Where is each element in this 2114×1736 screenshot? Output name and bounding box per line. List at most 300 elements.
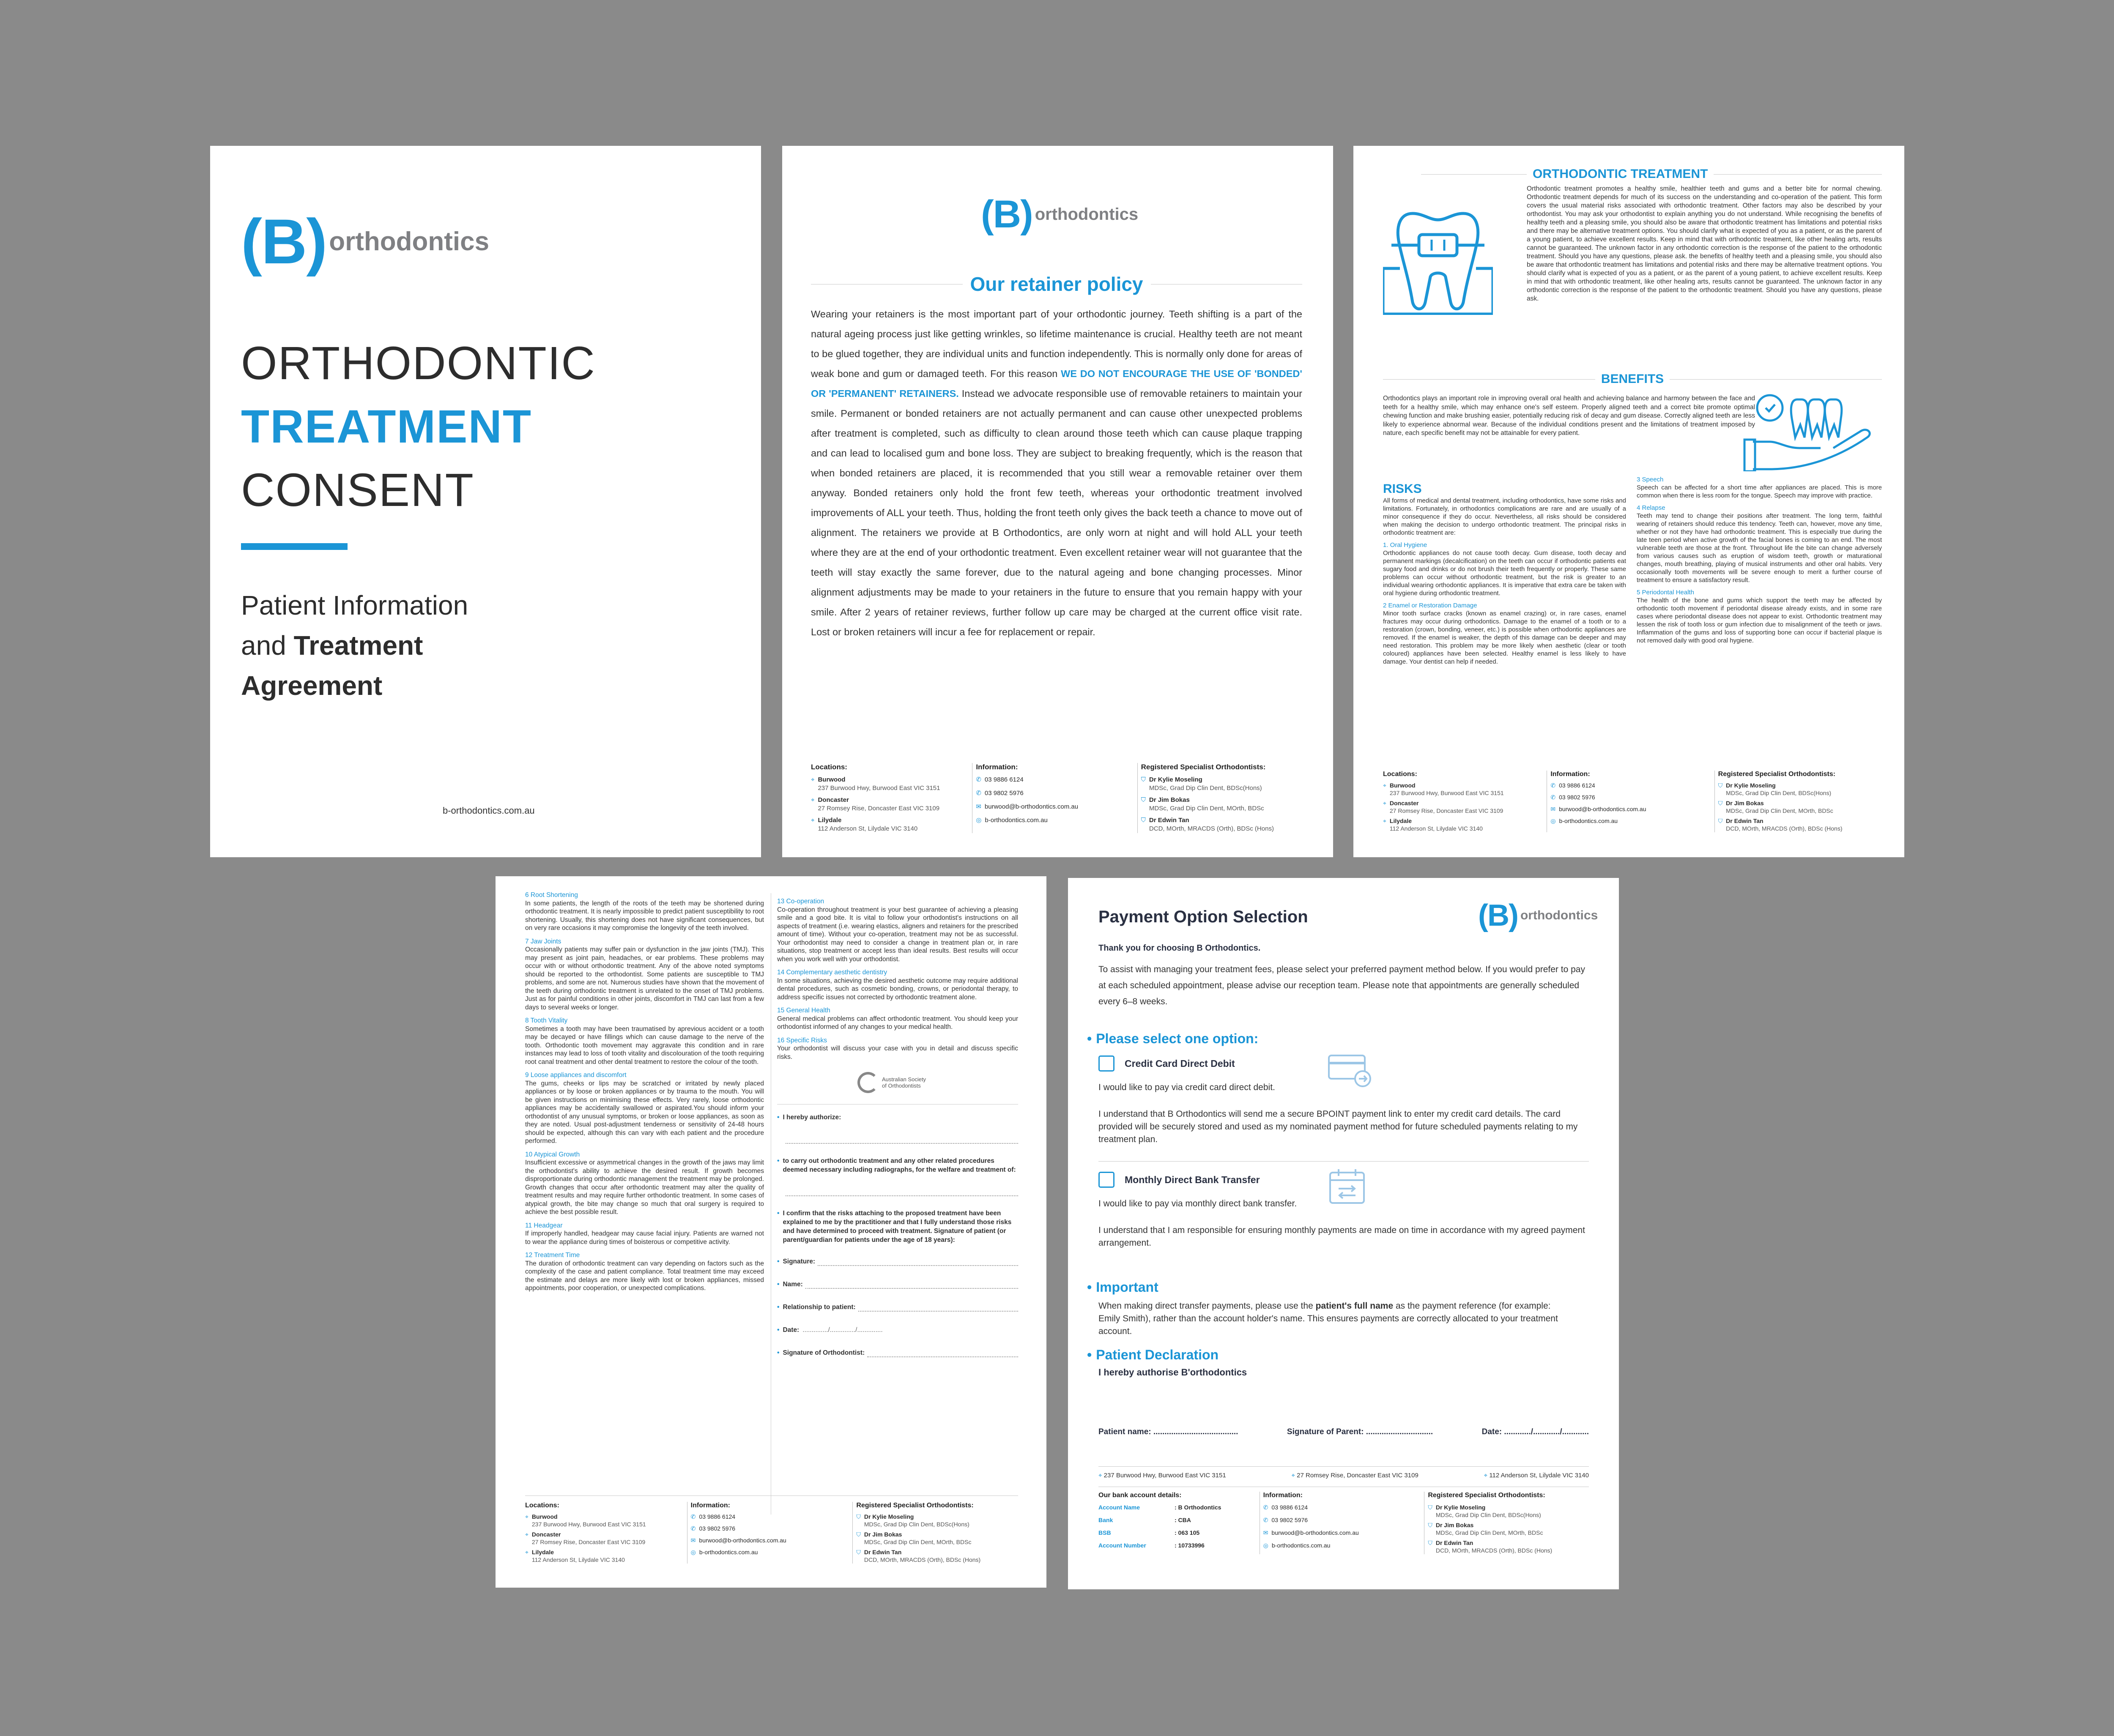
treatment-body: Orthodontic treatment promotes a healthy smile, healthier teeth and gums and a better bite for normal chewing. Orthodontic treatment depends for much of its success on the understanding and co-operation of the patient. This form covers the usual material risks associated with orthodontic treatment. Other factors may also be described by your orthodontist. You may ask your orthodontist to explain anything you do not understand. While recognising the benefits of healthy teeth and a pleasing smile, you should also be aware that orthodontic treatment has limitations and potential risks and there may be alternative treatment options. You should clarify what is expected of you as a patient, or as the parent of a young patient, to achieve excellent results. Keep in mind that with orthodontic treatment, like other healing arts, results cannot be guaranteed. The unknown factor in any orthodontic correction is the response of the patient to the orthodontic treatment. Should you have any questions, please ask. the benefits of healthy teeth and a pleasing smile, you should also be aware that orthodontic treatment has limitations and potential risks and there may be alternative treatment options. You should clarify what is expected of you as a patient, or as the parent of a young patient, to achieve excellent results. Keep in mind that with orthodontic treatment, like other healing arts, results cannot be guaranteed. The unknown factor in any orthodontic correction is the response of the patient to the orthodontic treatment. Should you have any questions, please ask. <box>1527 185 1882 302</box>
info-item <box>1263 1529 1424 1536</box>
payment-title: Payment Option Selection <box>1098 908 1308 926</box>
risk-heading: 14 Complementary aesthetic dentistry <box>777 969 887 976</box>
ortho-cred: MDSc, Grad Dip Clin Dent, MOrth, BDSc <box>864 1539 972 1545</box>
risk-text: The duration of orthodontic treatment can vary depending on factors such as the complexity of the case and patient compliance. Total treatment time may exceed the estimate and delays are more likely with lost or broken appliances, missed appointments, poor cooperation, or unexpected complications. <box>525 1260 764 1292</box>
cover-page <box>210 146 761 857</box>
address-3-text: 112 Anderson St, Lilydale VIC 3140 <box>1489 1472 1589 1479</box>
info-item <box>976 803 1137 811</box>
benefits-body: Orthodontics plays an important role in improving overall oral health and achieving balance and harmony between the face and teeth for a healthy smile, which may enhance one's self esteem. Properly aligned teeth and a correct bite promote optimal chewing function and make brushing easier, potentially reducing risk of decay and gum disease. Correctly aligned teeth are less likely to experience abnormal wear. Because of the individual conditions present and the limitations of treatment imposed by nature, each specific benefit may not be attainable for every patient. <box>1383 395 1755 437</box>
risk-heading: 15 General Health <box>777 1007 830 1014</box>
website-link[interactable]: b-orthodontics.com.au <box>699 1549 758 1556</box>
logo <box>981 192 1138 237</box>
ortho-cred: DCD, MOrth, MRACDS (Orth), BDSc (Hons) <box>1726 825 1843 832</box>
footer-information <box>687 1502 853 1564</box>
globe-icon: ◎ <box>1550 817 1556 824</box>
bank-key: Account Name <box>1098 1504 1140 1511</box>
aso-emblem-icon <box>857 1072 879 1093</box>
logo <box>1478 898 1598 933</box>
location-pin-icon: ⌖ <box>1383 800 1386 806</box>
bank-transfer-desc2: I understand that I am responsible for ensuring monthly payments are made on time in accordance with my agreed payment arrangement. <box>1098 1225 1585 1248</box>
footer-orthodontists <box>852 1502 1018 1564</box>
footer-orthodontists <box>1424 1492 1589 1554</box>
footer-info-title: Information: <box>690 1502 730 1509</box>
benefits-title-row <box>1383 372 1882 386</box>
declaration-sub: I hereby authorise B'orthodontics <box>1098 1367 1247 1378</box>
payment-intro: To assist with managing your treatment fees, please select your preferred payment method below. If you would prefer to pay at each scheduled appointment, please advise our reception team. Please note that appointments are generally scheduled every 6–8 weeks. <box>1098 965 1585 1006</box>
address-1-text: 237 Burwood Hwy, Burwood East VIC 3151 <box>1104 1472 1226 1479</box>
risks-right-column <box>1637 476 1882 645</box>
retainer-body <box>811 304 1302 642</box>
globe-icon: ◎ <box>976 817 982 824</box>
date-label: Date: <box>783 1326 800 1334</box>
benefits-title: BENEFITS <box>1601 372 1664 386</box>
bank-transfer-checkbox[interactable] <box>1098 1172 1115 1188</box>
info-item <box>1550 793 1714 801</box>
phone-1[interactable]: 03 9886 6124 <box>1559 782 1595 789</box>
cover-subtitle-line2 <box>241 626 468 666</box>
calendar-transfer-icon <box>1327 1167 1369 1206</box>
ortho-name: Dr Edwin Tan <box>1726 817 1763 824</box>
logo-mark: (B) <box>241 206 327 277</box>
ortho-name: Dr Kylie Moseling <box>1726 782 1776 789</box>
ortho-item <box>1428 1539 1589 1554</box>
footer-locations <box>811 763 972 833</box>
ortho-name: Dr Jim Bokas <box>1149 796 1190 804</box>
select-heading-text: Please select one option: <box>1096 1031 1259 1046</box>
email-link[interactable]: burwood@b-orthodontics.com.au <box>984 803 1079 810</box>
footer-reg-title: Registered Specialist Orthodontists: <box>1141 763 1266 771</box>
risk-heading: 5 Periodontal Health <box>1637 589 1694 596</box>
location-item <box>1383 782 1547 797</box>
phone-icon: ✆ <box>1263 1517 1268 1523</box>
patient-name-field[interactable]: Patient name: ...................................... <box>1098 1427 1238 1436</box>
risk-text: Your orthodontist will discuss your case with you in detail and discuss specific risks. <box>777 1045 1018 1061</box>
info-item <box>691 1536 853 1544</box>
info-item <box>1263 1516 1424 1524</box>
risk-text: The health of the bone and gums which support the teeth may be affected by orthodontic tooth movement if periodontal disease already exists, and in some rare cases where periodontal disease does not appear to exist. Orthodontic treatment may lessen the risk of tooth loss or gum infection due to misalignment of the teeth or jaws. Inflammation of the gums and loss of supporting bone can occur if bacterial plaque is not removed daily with good oral hygiene. <box>1637 597 1882 644</box>
footer-locations <box>525 1502 687 1564</box>
consent-form <box>777 1104 1018 1357</box>
footer-orthodontists <box>1714 771 1882 832</box>
tooth-icon: ⛉ <box>856 1513 861 1520</box>
risk-text: Insufficient excessive or asymmetrical changes in the growth of the jaws may limit the orthodontist's ability to achieve the desired result. If growth becomes disproportionate during orthodontic management the treatment may be prolonged. Growth changes that occur after orthodontic treatment may alter the quality of treatment results and may require further orthodontic treatment. In some cases of atypical growth, the bite may change so much that oral surgery is required to achieve the best possible result. <box>525 1159 764 1216</box>
location-name: Lilydale <box>1389 817 1412 824</box>
location-pin-icon: ⌖ <box>811 796 815 804</box>
option-credit-card[interactable] <box>1098 1055 1589 1146</box>
phone-icon: ✆ <box>976 790 981 797</box>
divider <box>1098 1466 1589 1467</box>
bank-row <box>1098 1504 1260 1511</box>
location-pin-icon: ⌖ <box>525 1531 528 1538</box>
footer-information <box>1547 771 1714 832</box>
footer-locations-title: Locations: <box>525 1502 559 1509</box>
footer-info-title: Information: <box>1550 771 1590 778</box>
ortho-item <box>856 1548 1018 1564</box>
sign-line[interactable] <box>777 1280 1018 1289</box>
footer-locations-title: Locations: <box>1383 771 1417 778</box>
email-icon: ✉ <box>976 803 981 810</box>
bullet-icon: • <box>777 1114 780 1121</box>
info-item <box>1550 805 1714 813</box>
ortho-item <box>1141 776 1302 793</box>
risk-text: Co-operation throughout treatment is your best guarantee of achieving a pleasing smile and a good bite. It is vital to follow your orthodontist's instructions on all aspects of treatment (i.e. wearing elastics, aligners and retainers for the prescribed amount of time). Without your co-operation, treatment may not be as successful. Your orthodontist may need to consider a change in treatment plan or, in rare situations, stop treatment or accept less than ideal results. Best results will occur when you work well with your orthodontist. <box>777 906 1018 963</box>
location-item <box>1383 799 1547 815</box>
risk-heading: 10 Atypical Growth <box>525 1151 580 1158</box>
footer-information <box>1260 1492 1424 1554</box>
location-pin-icon: ⌖ <box>811 776 815 783</box>
email-link[interactable]: burwood@b-orthodontics.com.au <box>1559 806 1646 812</box>
ortho-cred: MDSc, Grad Dip Clin Dent, MOrth, BDSc <box>1435 1529 1543 1536</box>
address-1 <box>1098 1472 1226 1479</box>
date-field[interactable]: Date: ............/............/............ <box>1481 1427 1589 1436</box>
location-item <box>525 1513 687 1528</box>
ortho-cred: MDSc, Grad Dip Clin Dent, BDSc(Hons) <box>1149 785 1262 792</box>
info-item <box>1263 1542 1424 1549</box>
declaration-fields <box>1098 1427 1589 1437</box>
location-item <box>811 776 972 793</box>
footer-locations-title: Locations: <box>811 763 847 771</box>
tooth-icon: ⛉ <box>856 1531 861 1538</box>
confirm-row <box>777 1209 1018 1244</box>
cover-title <box>241 332 596 522</box>
bank-key: Account Number <box>1098 1542 1146 1549</box>
bullet-icon: • <box>777 1258 780 1265</box>
bullet-icon: • <box>777 1326 780 1334</box>
ortho-item <box>856 1513 1018 1528</box>
info-item <box>691 1513 853 1520</box>
bullet-icon: • <box>777 1304 780 1311</box>
location-item <box>525 1531 687 1546</box>
risks-intro: All forms of medical and dental treatment, including orthodontics, have some risks and limitations. Fortunately, in orthodontics complications are rare and are usually of a minor consequence if they do occur. Nevertheless, all risks should be considered when making the decision to undergo orthodontic treatment. The principal risks in orthodontic treatment are: <box>1383 497 1626 536</box>
logo-word: orthodontics <box>1520 908 1598 922</box>
globe-icon: ◎ <box>1263 1542 1268 1549</box>
signature-field[interactable] <box>818 1265 1018 1266</box>
risk-heading: 1. Oral Hygiene <box>1383 541 1427 549</box>
risk-heading: 13 Co-operation <box>777 898 824 905</box>
credit-card-desc2: I understand that B Orthodontics will send me a secure BPOINT payment link to enter my credit card details. The card provided will be securely stored and used as my nominated payment method for future scheduled payments relating to my treatment plan. <box>1098 1109 1578 1144</box>
credit-card-checkbox[interactable] <box>1098 1055 1115 1072</box>
bullet-icon: • <box>777 1210 780 1217</box>
divider <box>1421 174 1527 175</box>
location-item <box>811 796 972 813</box>
ortho-name: Dr Jim Bokas <box>1435 1522 1474 1528</box>
location-addr: 237 Burwood Hwy, Burwood East VIC 3151 <box>1389 790 1504 796</box>
ortho-cred: DCD, MOrth, MRACDS (Orth), BDSc (Hons) <box>1149 825 1274 832</box>
bank-key: BSB <box>1098 1529 1111 1536</box>
treatment-page <box>1353 146 1904 857</box>
phone-1[interactable]: 03 9886 6124 <box>984 776 1024 783</box>
bullet-icon: • <box>1087 1347 1092 1362</box>
email-link[interactable]: burwood@b-orthodontics.com.au <box>1271 1529 1359 1536</box>
website-link[interactable]: b-orthodontics.com.au <box>1559 817 1618 824</box>
risk-text: Minor tooth surface cracks (known as enamel crazing) or, in rare cases, enamel fractures may occur during orthodontics. Damage to the enamel of a tooth or to a restoration (crown, bonding, veneer, etc.) is possible when orthodontic appliances are removed. If the enamel is weaker, the depth of this damage can be deeper and may need restoration. This problem may be more likely when aesthetic (clear or tooth coloured) appliances have been selected. Healthy enamel is less likely to have damage. Your dentist can help if needed. <box>1383 610 1626 665</box>
ortho-name: Dr Edwin Tan <box>1149 817 1189 824</box>
tooth-icon: ⛉ <box>1718 817 1723 824</box>
p4-left-column <box>525 891 764 1293</box>
email-link[interactable]: burwood@b-orthodontics.com.au <box>699 1537 786 1544</box>
risk-heading: 8 Tooth Vitality <box>525 1017 568 1024</box>
risk-text: Orthodontic appliances do not cause tooth decay. Gum disease, tooth decay and permanent markings (decalcification) on the teeth can occur if orthodontic patients eat sugary food and drinks or do not brush their teeth frequently or properly. These same problems can occur without orthodontic treatment, but the risk is greater to an individual wearing orthodontic appliances. It is imperative that extra care be taken with oral hygiene during orthodontic treatment. <box>1383 550 1626 597</box>
tooth-icon: ⛉ <box>1141 796 1146 804</box>
location-addr: 112 Anderson St, Lilydale VIC 3140 <box>1389 825 1483 832</box>
address-strip <box>1098 1472 1589 1479</box>
cover-subtitle <box>241 585 468 706</box>
email-icon: ✉ <box>1550 806 1556 812</box>
cover-subtitle-treatment: Treatment <box>293 630 423 661</box>
risks-left-column <box>1383 497 1626 666</box>
aso-text <box>882 1076 926 1089</box>
sign-line[interactable] <box>777 1303 1018 1312</box>
address-3 <box>1484 1472 1589 1479</box>
bullet-icon: • <box>777 1349 780 1356</box>
important-heading <box>1087 1279 1158 1295</box>
braces-tooth-icon <box>1383 201 1493 315</box>
bank-transfer-label: Monthly Direct Bank Transfer <box>1125 1174 1260 1185</box>
phone-2[interactable]: 03 9802 5976 <box>699 1525 736 1532</box>
location-pin-icon: ⌖ <box>1383 817 1386 824</box>
location-name: Doncaster <box>818 796 849 804</box>
credit-card-icon <box>1327 1051 1373 1089</box>
tooth-icon: ⛉ <box>1141 817 1146 824</box>
phone-icon: ✆ <box>1550 782 1556 789</box>
logo-word: orthodontics <box>1035 205 1139 224</box>
risks-title: RISKS <box>1383 482 1422 496</box>
ortho-cred: MDSc, Grad Dip Clin Dent, BDSc(Hons) <box>864 1521 969 1528</box>
option-bank-transfer[interactable] <box>1098 1172 1589 1249</box>
email-icon: ✉ <box>1263 1529 1268 1536</box>
divider <box>1383 379 1595 380</box>
bank-val: : B Orthodontics <box>1175 1504 1221 1511</box>
divider <box>1098 1161 1589 1162</box>
select-heading <box>1087 1031 1258 1047</box>
declaration-heading-text: Patient Declaration <box>1096 1347 1219 1362</box>
cover-title-line2: TREATMENT <box>241 401 532 453</box>
important-text-c: as the payment reference (for example: Emily Smith), rather than the account holder's name. This ensures payments are correctly allocated to your treatment account. <box>1098 1301 1558 1336</box>
credit-card-desc1: I would like to pay via credit card direct debit. <box>1098 1083 1275 1092</box>
retainer-title: Our retainer policy <box>970 273 1143 295</box>
important-text-a: When making direct transfer payments, please use the <box>1098 1301 1316 1311</box>
risk-heading: 2 Enamel or Restoration Damage <box>1383 602 1477 609</box>
bank-key: Bank <box>1098 1517 1113 1523</box>
cover-subtitle-line3: Agreement <box>241 670 383 701</box>
confirm-label: I confirm that the risks attaching to the proposed treatment have been explained to me by the practitioner and that I fully understand those risks and have determined to proceed with treatment. Signature of patient (or parent/guardian for patients under the age of 18 years): <box>783 1210 1012 1244</box>
bullet-icon: • <box>777 1157 780 1165</box>
risk-heading: 7 Jaw Joints <box>525 938 561 945</box>
location-addr: 27 Romsey Rise, Doncaster East VIC 3109 <box>531 1539 646 1545</box>
bank-row <box>1098 1542 1260 1549</box>
website-link[interactable]: b-orthodontics.com.au <box>1271 1542 1331 1549</box>
location-addr: 237 Burwood Hwy, Burwood East VIC 3151 <box>818 785 940 792</box>
ortho-cred: DCD, MOrth, MRACDS (Orth), BDSc (Hons) <box>864 1556 981 1563</box>
risk-text: In some situations, achieving the desired aesthetic outcome may require additional dental procedures, such as cosmetic bonding, crowns, or periodontal therapy, to address specific issues not corrected by orthodontic treatment alone. <box>777 977 1018 1001</box>
footer-reg-title: Registered Specialist Orthodontists: <box>856 1502 974 1509</box>
ortho-sign-field[interactable] <box>867 1356 1018 1357</box>
cover-subtitle-and: and <box>241 630 294 661</box>
tooth-icon: ⛉ <box>856 1549 861 1556</box>
bank-title: Our bank account details: <box>1098 1492 1182 1499</box>
date-field[interactable]: ............../............../.............. <box>802 1326 883 1334</box>
authorize-input[interactable] <box>786 1143 1018 1144</box>
ortho-name: Dr Jim Bokas <box>1726 800 1764 806</box>
footer-info-title: Information: <box>976 763 1018 771</box>
logo-mark: (B) <box>981 193 1032 236</box>
phone-icon: ✆ <box>690 1525 696 1532</box>
hand-teeth-icon <box>1740 387 1880 471</box>
footer-locations <box>1383 771 1547 832</box>
name-field[interactable] <box>805 1288 1018 1289</box>
sign-line[interactable] <box>777 1326 1018 1334</box>
risk-text: The gums, cheeks or lips may be scratched or irritated by newly placed appliances or by loose or broken appliances or by trauma to the mouth. You will be given instructions on minimising these effects. Very rarely, loose orthodontic appliances may be accidentally swallowed or aspirated.You should inform your orthodontist of any unusual symptoms, or broken or loose appliances, as soon as they are noted. Usual post-adjustment tenderness or sensitivity of 24-48 hours should be expected, although this can vary with each patient and the procedure performed. <box>525 1080 764 1145</box>
location-name: Lilydale <box>818 817 842 824</box>
relationship-field[interactable] <box>858 1311 1018 1312</box>
ortho-item <box>1428 1521 1589 1536</box>
retainer-text-tail: Instead we advocate responsible use of removable retainers to maintain your smile. Permanent or bonded retainers are not actually permanent and can cause other unexpected problems after treatment is completed, such as difficulty to clean around those teeth which can cause plaque trapping and can lead to localised gum and bone loss. They are subject to breaking frequently, which is the reason that when bonded retainers are placed, it is recommended that you still wear a removable retainer over them anyway. Bonded retainers only hold the front few teeth, whereas your orthodontic treatment involved improvements of ALL your teeth. Thus, holding the front teeth only gives the back teeth a chance to move out of alignment. The retainers we provide at B Orthodontics, are only worn at night and will hold ALL your teeth where they are at the end of your orthodontic treatment. Even excellent retainer wear will not guarantee that the teeth will stay exactly the same forever, due to the natural ageing and bone changing processes. Minor alignment adjustments may be made to your retainers in the future to ensure that you remain happy with your smile. After 2 years of retainer reviews, further follow up care may be charged at the current office visit rate. Lost or broken retainers will incur a fee for replacement or repair. <box>811 388 1302 637</box>
sign-line[interactable] <box>777 1257 1018 1266</box>
phone-icon: ✆ <box>1550 794 1556 801</box>
tooth-icon: ⛉ <box>1141 776 1146 783</box>
divider <box>1714 174 1882 175</box>
phone-icon: ✆ <box>1263 1504 1268 1511</box>
ortho-item <box>1141 796 1302 813</box>
phone-1[interactable]: 03 9886 6124 <box>1271 1504 1308 1511</box>
carry-label: to carry out orthodontic treatment and any other related procedures deemed necessary including radiographs, for the welfare and treatment of: <box>783 1157 1016 1173</box>
address-2-text: 27 Romsey Rise, Doncaster East VIC 3109 <box>1297 1472 1418 1479</box>
bullet-icon: • <box>777 1281 780 1288</box>
ortho-item <box>856 1531 1018 1546</box>
phone-icon: ✆ <box>690 1513 696 1520</box>
divider <box>1670 379 1882 380</box>
risk-text: Sometimes a tooth may have been traumatised by aprevious accident or a tooth may be decayed or have fillings which can cause damage to the nerve of the tooth. Orthodontic tooth movement may aggravate this condition and in rare instances may lead to loss of tooth vitality and discolouration of the tooth requiring root canal treatment and other dental treatment to restore the colour of the tooth. <box>525 1025 764 1066</box>
ortho-cred: DCD, MOrth, MRACDS (Orth), BDSc (Hons) <box>1435 1547 1553 1554</box>
risk-text: Speech can be affected for a short time after appliances are placed. This is more common when there is less room for the tongue. Speech may improve with practice. <box>1637 484 1882 499</box>
location-addr: 112 Anderson St, Lilydale VIC 3140 <box>531 1556 625 1563</box>
important-text <box>1098 1300 1572 1338</box>
footer <box>525 1495 1018 1564</box>
phone-1[interactable]: 03 9886 6124 <box>699 1513 736 1520</box>
payment-footer <box>1098 1492 1589 1554</box>
name-label: Name: <box>783 1281 803 1288</box>
cover-subtitle-line1: Patient Information <box>241 590 468 621</box>
location-name: Burwood <box>531 1513 558 1520</box>
risk-text: In some patients, the length of the roots of the teeth may be shortened during orthodontic treatment. It is nearly impossible to predict patient susceptibility to root shortening. Usually, this shortening does not have significant consequences, but on very rare occasions it may compromise the longevity of the teeth involved. <box>525 899 764 932</box>
risk-heading: 12 Treatment Time <box>525 1252 580 1259</box>
tooth-icon: ⛉ <box>1718 800 1723 806</box>
risk-heading: 16 Specific Risks <box>777 1036 827 1044</box>
risk-text: If improperly handled, headgear may cause facial injury. Patients are warned not to wear the appliance during times of boisterous or competitive activity. <box>525 1230 764 1246</box>
website-link[interactable]: b-orthodontics.com.au <box>985 817 1048 824</box>
cover-title-line1: ORTHODONTIC <box>241 337 596 389</box>
payment-page <box>1068 878 1619 1589</box>
risk-heading: 11 Headgear <box>525 1222 563 1229</box>
treatment-title: ORTHODONTIC TREATMENT <box>1533 167 1708 181</box>
authorize-label: I hereby authorize: <box>783 1114 841 1121</box>
location-name: Burwood <box>818 776 846 783</box>
location-pin-icon: ⌖ <box>525 1513 528 1520</box>
patient-input[interactable] <box>786 1195 1018 1196</box>
location-item <box>811 816 972 833</box>
aso-logo <box>857 1072 1018 1093</box>
bullet-icon: • <box>1087 1031 1092 1046</box>
ortho-name: Dr Kylie Moseling <box>1435 1504 1486 1511</box>
footer-reg-title: Registered Specialist Orthodontists: <box>1428 1492 1545 1499</box>
ortho-item <box>1718 799 1882 815</box>
risk-heading: 3 Speech <box>1637 476 1664 483</box>
parent-signature-field[interactable]: Signature of Parent: .............................. <box>1287 1427 1433 1436</box>
declaration-heading <box>1087 1347 1219 1363</box>
bank-val: : 063 105 <box>1175 1529 1200 1536</box>
info-item <box>1550 782 1714 789</box>
ortho-name: Dr Kylie Moseling <box>864 1513 914 1520</box>
ortho-name: Dr Jim Bokas <box>864 1531 902 1538</box>
location-pin-icon: ⌖ <box>811 817 815 824</box>
location-pin-icon: ⌖ <box>1484 1472 1490 1479</box>
bank-val: : 10733996 <box>1175 1542 1205 1549</box>
location-item <box>1383 817 1547 832</box>
ortho-sign-label: Signature of Orthodontist: <box>783 1349 865 1356</box>
footer-reg-title: Registered Specialist Orthodontists: <box>1718 771 1836 778</box>
aso-line2: of Orthodontists <box>882 1083 921 1089</box>
location-name: Doncaster <box>531 1531 561 1538</box>
footer-information <box>972 763 1137 833</box>
phone-2[interactable]: 03 9802 5976 <box>1271 1517 1308 1523</box>
info-item <box>1263 1504 1424 1511</box>
cover-url[interactable]: b-orthodontics.com.au <box>443 805 535 816</box>
risk-text: General medical problems can affect orthodontic treatment. You should keep your orthodontist informed of any changes to your medical health. <box>777 1015 1018 1031</box>
ortho-item <box>1718 817 1882 832</box>
location-pin-icon: ⌖ <box>1291 1472 1297 1479</box>
risk-heading: 9 Loose appliances and discomfort <box>525 1072 627 1079</box>
sign-line[interactable] <box>777 1348 1018 1357</box>
authorize-row <box>777 1113 1018 1122</box>
bank-val: : CBA <box>1175 1517 1191 1523</box>
important-heading-text: Important <box>1096 1279 1158 1295</box>
phone-2[interactable]: 03 9802 5976 <box>984 790 1024 797</box>
aso-line1: Australian Society <box>882 1076 926 1083</box>
footer <box>1383 771 1882 832</box>
location-addr: 112 Anderson St, Lilydale VIC 3140 <box>818 825 918 832</box>
bank-row <box>1098 1529 1260 1536</box>
tooth-icon: ⛉ <box>1428 1522 1432 1528</box>
location-addr: 27 Romsey Rise, Doncaster East VIC 3109 <box>1389 807 1503 814</box>
info-item <box>1550 817 1714 825</box>
ortho-cred: MDSc, Grad Dip Clin Dent, MOrth, BDSc <box>1726 807 1833 814</box>
logo-word: orthodontics <box>329 227 490 256</box>
location-pin-icon: ⌖ <box>1383 782 1386 789</box>
important-text-b: patient's full name <box>1315 1301 1394 1311</box>
footer-orthodontists <box>1137 763 1302 833</box>
cover-title-line3: CONSENT <box>241 464 474 516</box>
phone-icon: ✆ <box>976 776 981 783</box>
ortho-name: Dr Edwin Tan <box>864 1549 902 1556</box>
footer-info-title: Information: <box>1263 1492 1303 1499</box>
globe-icon: ◎ <box>690 1549 696 1556</box>
ortho-name: Dr Kylie Moseling <box>1149 776 1202 783</box>
phone-2[interactable]: 03 9802 5976 <box>1559 794 1595 801</box>
retainer-text: Wearing your retainers is the most important part of your orthodontic journey. Teeth shifting is a part of the natural ageing process just like getting wrinkles, so lifetime maintenance is crucial. Healthy teeth are not meant to be glued together, they are individual units and function independently. This is normally only done for areas of weak bone and gum or damaged teeth. For this reason <box>811 309 1302 379</box>
info-item <box>691 1548 853 1556</box>
ortho-item <box>1428 1504 1589 1519</box>
info-item <box>691 1525 853 1532</box>
risk-heading: 6 Root Shortening <box>525 891 578 899</box>
footer <box>811 763 1302 833</box>
tooth-icon: ⛉ <box>1428 1539 1432 1546</box>
location-name: Doncaster <box>1389 800 1419 806</box>
location-addr: 27 Romsey Rise, Doncaster East VIC 3109 <box>818 805 940 812</box>
payment-thanks: Thank you for choosing B Orthodontics. <box>1098 943 1261 953</box>
bank-row <box>1098 1516 1260 1524</box>
cover-accent-bar <box>241 543 348 550</box>
tooth-icon: ⛉ <box>1718 782 1723 789</box>
